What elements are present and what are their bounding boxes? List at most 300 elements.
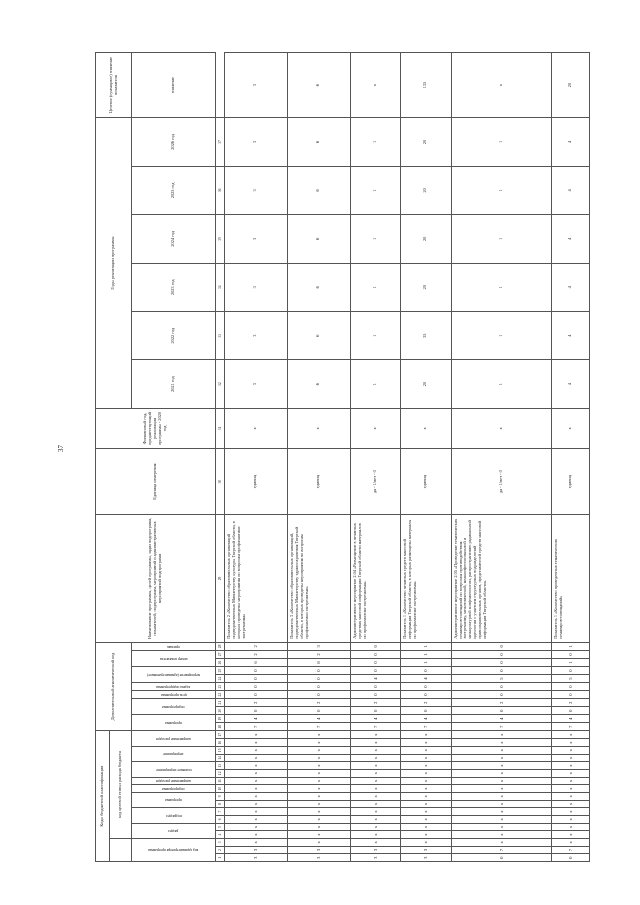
target-value-header: значение [132, 53, 216, 118]
year-value-cell: 20 [401, 166, 451, 214]
col-number: 27 [216, 650, 225, 658]
col-number: 5 [216, 823, 225, 831]
budget-code-cell: 0 [451, 854, 552, 862]
year-value-cell: 4 [552, 360, 590, 408]
name-header: Наименование программы, целей программы, задач подпрограмм, показателей, подпрограмм, мероприятий и административных мероприятий подпрограмм [96, 515, 216, 643]
additional-code-cell: 0 [552, 707, 590, 715]
additional-code-cell: 1 [401, 642, 451, 650]
additional-code-cell: 5 [451, 675, 552, 683]
additional-code-cell: 0 [350, 642, 400, 650]
budget-code-cell: х [350, 769, 400, 777]
additional-code-cell: 4 [350, 675, 400, 683]
budget-code-cell: х [287, 823, 350, 831]
years-header: Годы реализации программы [96, 118, 132, 409]
budget-code-cell: х [287, 808, 350, 816]
budget-code-cell: х [225, 777, 288, 785]
year-col-header: 2021 год [132, 360, 216, 408]
budget-code-cell: х [451, 762, 552, 770]
budget-code-cell: х [401, 831, 451, 839]
additional-code-cell: 0 [225, 667, 288, 675]
budget-code-cell: х [225, 792, 288, 800]
budget-code-cell: х [552, 762, 590, 770]
col-number: 20 [216, 707, 225, 715]
budget-code-cell: х [225, 769, 288, 777]
table-body [225, 53, 590, 862]
budget-code-cell: х [552, 785, 590, 793]
budget-code-cell: х [401, 762, 451, 770]
budget-code-cell: х [451, 777, 552, 785]
budget-code-cell: х [552, 823, 590, 831]
additional-code-cell: 7 [350, 723, 400, 731]
budget-code-cell: х [552, 808, 590, 816]
additional-code-cell: 0 [451, 659, 552, 667]
col-number: 26 [216, 659, 225, 667]
col-number: 6 [216, 815, 225, 823]
table-row [451, 53, 552, 862]
budget-code-cell: х [401, 785, 451, 793]
additional-code-cell: 7 [401, 723, 451, 731]
year-value-cell: 1 [350, 263, 400, 311]
target-value-cell: 20 [552, 53, 590, 118]
budget-code-cell: х [350, 815, 400, 823]
budget-col-header: подраздел [165, 813, 182, 818]
year-col-header: 2022 год [132, 311, 216, 359]
budget-col-header: код администратора программы [148, 848, 199, 853]
budget-codes-subheader: код целевой статьи расхода бюджета [110, 731, 132, 839]
budget-code-cell: х [401, 792, 451, 800]
year-col-header: 2026 год [132, 118, 216, 166]
budget-col-header: направление расходов [156, 779, 191, 784]
col-number: 37 [216, 118, 225, 166]
additional-col-header: программа [165, 720, 182, 725]
additional-code-cell: 4 [552, 715, 590, 723]
budget-code-cell: х [451, 800, 552, 808]
year-value-cell: 1 [451, 215, 552, 263]
budget-code-cell: х [225, 815, 288, 823]
finance-year-cell: х [401, 408, 451, 448]
year-value-cell: 3 [225, 166, 288, 214]
budget-code-cell: х [451, 746, 552, 754]
target-header: Целевое (суммарное) значение показателя [96, 53, 132, 118]
budget-code-cell: х [401, 800, 451, 808]
budget-code-cell: х [401, 815, 451, 823]
additional-code-cell: 7 [287, 723, 350, 731]
year-value-cell: 6 [287, 166, 350, 214]
budget-code-cell: 7 [552, 846, 590, 854]
additional-code-cell: 0 [401, 667, 451, 675]
year-value-cell: 3 [225, 215, 288, 263]
budget-code-cell: х [552, 769, 590, 777]
unit-cell: да - 1/нет - 0 [350, 449, 400, 515]
year-value-cell: 3 [225, 118, 288, 166]
budget-code-cell: х [350, 838, 400, 846]
budget-code-cell: х [350, 792, 400, 800]
budget-code-cell: х [350, 808, 400, 816]
year-value-cell: 3 [225, 311, 288, 359]
additional-code-cell: 4 [451, 715, 552, 723]
budget-code-cell: х [225, 823, 288, 831]
additional-col-header: цель программы [160, 692, 187, 697]
budget-code-cell: 7 [451, 846, 552, 854]
budget-code-cell: 3 [350, 846, 400, 854]
unit-cell: единиц [552, 449, 590, 515]
additional-col-header: номер показателя [159, 656, 188, 661]
additional-code-cell: 0 [451, 667, 552, 675]
description-cell: Показатель 2 «Количество образовательных организаций подведомственных Министерству культуры Тверской области, в которых проведены мероприятия по вопросам профилактики экстремизма» [225, 515, 288, 643]
col-number: 31 [216, 408, 225, 448]
year-value-cell: 6 [287, 118, 350, 166]
page-number: 37 [57, 445, 65, 452]
year-value-cell: 4 [552, 263, 590, 311]
finance-year-header: Финансовый год, предшествующий реализации программы - 2020 год [96, 408, 216, 448]
budget-code-cell: х [287, 731, 350, 739]
budget-code-cell: х [451, 769, 552, 777]
budget-code-cell: х [350, 777, 400, 785]
budget-codes-header: Коды бюджетной классификации [96, 731, 110, 862]
budget-col-header: подпрограмма [162, 786, 185, 791]
year-value-cell: 20 [401, 263, 451, 311]
budget-code-cell: х [451, 739, 552, 747]
additional-code-cell: 0 [287, 683, 350, 691]
additional-code-cell: 2 [287, 650, 350, 658]
budget-col-header: направление расходов [156, 736, 191, 741]
budget-code-cell: х [225, 754, 288, 762]
budget-code-cell: х [552, 815, 590, 823]
budget-code-cell: 3 [287, 854, 350, 862]
budget-code-cell: х [401, 769, 451, 777]
year-value-cell: 3 [225, 360, 288, 408]
col-number: 19 [216, 715, 225, 723]
additional-code-cell: 0 [552, 650, 590, 658]
additional-code-cell: 2 [552, 699, 590, 707]
col-number: 12 [216, 769, 225, 777]
additional-code-cell: 2 [225, 650, 288, 658]
additional-code-cell: 7 [225, 723, 288, 731]
budget-col-header: основное мероприятие [155, 767, 192, 772]
additional-codes-header: Дополнительный аналитический код [96, 642, 132, 730]
budget-code-cell: х [451, 785, 552, 793]
additional-code-cell: 0 [287, 691, 350, 699]
col-number: 11 [216, 777, 225, 785]
budget-code-cell: 3 [401, 854, 451, 862]
budget-code-cell: х [225, 831, 288, 839]
additional-code-cell: 4 [401, 715, 451, 723]
budget-code-cell: х [552, 739, 590, 747]
additional-code-cell: 0 [287, 675, 350, 683]
additional-code-cell: 6 [225, 659, 288, 667]
budget-code-cell: х [552, 754, 590, 762]
budget-code-cell: х [287, 831, 350, 839]
col-number: 10 [216, 785, 225, 793]
budget-code-cell: х [225, 746, 288, 754]
col-number: 18 [216, 723, 225, 731]
col-number: 17 [216, 731, 225, 739]
additional-code-cell: 2 [401, 699, 451, 707]
budget-code-cell: х [287, 792, 350, 800]
col-number: 30 [216, 449, 225, 515]
budget-col-header: мероприятие [163, 752, 184, 757]
table-row [401, 53, 451, 862]
finance-year-cell: х [287, 408, 350, 448]
col-number: 9 [216, 792, 225, 800]
budget-code-cell: х [350, 731, 400, 739]
description-cell: Административное мероприятие 2.04 «Размещение в печатных средствах массовой информации Тверской области материалов по профилактике экстремизма» [350, 515, 400, 643]
budget-code-cell: х [451, 754, 552, 762]
budget-code-cell: х [451, 731, 552, 739]
additional-code-cell: 4 [287, 715, 350, 723]
target-value-cell: х [451, 53, 552, 118]
additional-col-header: признак [167, 644, 180, 649]
budget-col-header: программа [165, 798, 182, 803]
additional-code-cell: 1 [401, 650, 451, 658]
budget-code-cell: х [552, 777, 590, 785]
budget-code-cell: х [350, 831, 400, 839]
target-value-cell: 135 [401, 53, 451, 118]
additional-code-cell: 0 [350, 691, 400, 699]
additional-code-cell: 4 [401, 675, 451, 683]
table-row [350, 53, 400, 862]
budget-code-cell: х [401, 731, 451, 739]
additional-code-cell: 0 [552, 683, 590, 691]
target-value-cell: 3 [225, 53, 288, 118]
description-cell: Административное мероприятие 2.05 «Проведение тематических семинаров-совещаний по вопросам противодействия экстремизму, межэтнической, межконфессиональной и межкультурной конфликтологии, распространению радикальной идеологии с участием структурных подразделений правоохранительных органов, представителей средств массовой информации Тверской области» [451, 515, 552, 643]
budget-code-cell: х [552, 731, 590, 739]
budget-code-cell: х [225, 731, 288, 739]
additional-code-cell: 0 [552, 667, 590, 675]
year-value-cell: 6 [287, 360, 350, 408]
unit-header: Единица измерения [96, 449, 216, 515]
year-value-cell: 20 [401, 118, 451, 166]
budget-code-cell: х [225, 838, 288, 846]
additional-code-cell: 0 [350, 659, 400, 667]
year-value-cell: 4 [552, 166, 590, 214]
year-value-cell: 4 [552, 311, 590, 359]
col-number: 3 [216, 838, 225, 846]
budget-code-cell: х [350, 739, 400, 747]
col-number: 32 [216, 360, 225, 408]
additional-code-cell: 1 [401, 659, 451, 667]
year-value-cell: 20 [401, 360, 451, 408]
budget-code-cell: х [225, 800, 288, 808]
col-number: 28 [216, 642, 225, 650]
year-value-cell: 6 [287, 263, 350, 311]
budget-code-cell: 3 [350, 854, 400, 862]
col-number: 24 [216, 675, 225, 683]
year-value-cell: 4 [552, 215, 590, 263]
budget-code-cell: х [401, 739, 451, 747]
col-number: 1 [216, 854, 225, 862]
year-value-cell: 1 [451, 118, 552, 166]
additional-code-cell: 4 [350, 715, 400, 723]
description-cell: Показатель 1 «Количество проведенных тематических семинаров-совещаний» [552, 515, 590, 643]
year-value-cell: 1 [451, 166, 552, 214]
finance-year-cell: х [451, 408, 552, 448]
col-number: 13 [216, 762, 225, 770]
additional-code-cell: 0 [451, 642, 552, 650]
budget-code-cell: х [287, 762, 350, 770]
budget-code-cell: х [401, 808, 451, 816]
budget-code-cell: х [401, 777, 451, 785]
additional-code-cell: 0 [225, 707, 288, 715]
col-number: 14 [216, 754, 225, 762]
table-row [552, 53, 590, 862]
budget-code-cell: 0 [552, 854, 590, 862]
year-value-cell: 1 [451, 263, 552, 311]
rotated-table-wrapper [95, 52, 590, 862]
budget-code-cell: х [287, 777, 350, 785]
additional-code-cell: 8 [287, 659, 350, 667]
budget-code-cell: х [287, 800, 350, 808]
col-number: 36 [216, 166, 225, 214]
unit-cell: да - 1/нет - 0 [451, 449, 552, 515]
additional-code-cell: 0 [225, 675, 288, 683]
additional-code-cell: 1 [552, 642, 590, 650]
year-col-header: 2024 год [132, 215, 216, 263]
col-number: 15 [216, 746, 225, 754]
additional-code-cell: 0 [350, 707, 400, 715]
additional-code-cell: 0 [451, 650, 552, 658]
budget-code-cell: х [552, 746, 590, 754]
additional-code-cell: 2 [225, 699, 288, 707]
budget-code-cell: х [350, 823, 400, 831]
year-value-cell: 6 [287, 215, 350, 263]
budget-code-cell: х [401, 823, 451, 831]
budget-code-cell: х [350, 800, 400, 808]
unit-cell: единиц [225, 449, 288, 515]
year-value-cell: 35 [401, 311, 451, 359]
budget-code-cell: х [350, 785, 400, 793]
budget-code-cell: х [451, 831, 552, 839]
budget-code-cell: х [401, 838, 451, 846]
budget-code-cell: 3 [287, 846, 350, 854]
additional-col-header: задача подпрограммы [156, 684, 191, 689]
col-number: 21 [216, 699, 225, 707]
year-col-header: 2023 год [132, 263, 216, 311]
additional-col-header: подпрограмма [162, 704, 185, 709]
col-number: 34 [216, 263, 225, 311]
budget-code-cell: х [451, 838, 552, 846]
additional-code-cell: 2 [225, 642, 288, 650]
year-value-cell: 1 [350, 166, 400, 214]
additional-code-cell: 1 [552, 659, 590, 667]
additional-col-header: мероприятие (административное) [146, 672, 200, 677]
budget-code-cell: х [225, 785, 288, 793]
budget-code-cell: х [287, 769, 350, 777]
column-number-row [216, 53, 225, 862]
year-value-cell: 1 [451, 311, 552, 359]
program-indicators-table [95, 52, 590, 862]
budget-code-cell: х [225, 739, 288, 747]
budget-code-cell: х [225, 762, 288, 770]
description-cell: Показатель 1 «Количество печатных средств массовой информации Тверской области, в которых размещены материалы по профилактике экстремизма» [401, 515, 451, 643]
col-number: 33 [216, 311, 225, 359]
budget-code-cell: х [350, 746, 400, 754]
budget-code-cell: х [552, 838, 590, 846]
budget-col-header: раздел [168, 828, 179, 833]
additional-code-cell: 0 [451, 683, 552, 691]
col-number: 7 [216, 808, 225, 816]
budget-code-cell: х [451, 792, 552, 800]
additional-code-cell: 7 [552, 723, 590, 731]
budget-code-cell: х [451, 808, 552, 816]
col-number: 8 [216, 800, 225, 808]
table-row [287, 53, 350, 862]
target-value-cell: 6 [287, 53, 350, 118]
additional-code-cell: 0 [552, 691, 590, 699]
col-number: 16 [216, 739, 225, 747]
budget-code-cell: 3 [225, 846, 288, 854]
budget-code-cell: х [287, 746, 350, 754]
additional-code-cell: 3 [287, 642, 350, 650]
year-value-cell: 1 [451, 360, 552, 408]
additional-code-cell: 0 [451, 707, 552, 715]
finance-year-cell: х [225, 408, 288, 448]
budget-code-cell: х [225, 808, 288, 816]
additional-code-cell: 0 [225, 691, 288, 699]
additional-code-cell: 2 [350, 699, 400, 707]
table-row [225, 53, 288, 862]
additional-code-cell: 2 [287, 699, 350, 707]
budget-code-cell: х [350, 762, 400, 770]
year-value-cell: 6 [287, 311, 350, 359]
additional-code-cell: 0 [350, 650, 400, 658]
description-cell: Показатель 3 «Количество образовательных организаций, подведомственных Министерству здравоохранения Тверской области, в которых проведены мероприятия по вопросам профилактики экстремизма» [287, 515, 350, 643]
additional-code-cell: 0 [287, 667, 350, 675]
additional-code-cell: 7 [451, 723, 552, 731]
additional-code-cell: 0 [401, 691, 451, 699]
col-number: 29 [216, 515, 225, 643]
budget-code-cell: 3 [225, 854, 288, 862]
year-value-cell: 1 [350, 215, 400, 263]
budget-code-cell: х [451, 815, 552, 823]
budget-code-cell: х [552, 800, 590, 808]
unit-cell: единиц [287, 449, 350, 515]
additional-code-cell: 5 [552, 675, 590, 683]
col-number: 22 [216, 691, 225, 699]
budget-code-cell: х [287, 754, 350, 762]
finance-year-cell: х [350, 408, 400, 448]
budget-code-cell: х [287, 815, 350, 823]
additional-code-cell: 0 [225, 683, 288, 691]
budget-code-cell: х [401, 754, 451, 762]
unit-cell: единиц [401, 449, 451, 515]
budget-code-cell: х [287, 838, 350, 846]
additional-code-cell: 0 [401, 707, 451, 715]
year-value-cell: 4 [552, 118, 590, 166]
additional-code-cell: 4 [225, 715, 288, 723]
year-value-cell: 3 [225, 263, 288, 311]
budget-code-cell: х [552, 792, 590, 800]
additional-code-cell: 0 [350, 683, 400, 691]
additional-code-cell: 0 [401, 683, 451, 691]
budget-code-cell: х [552, 831, 590, 839]
col-number: 35 [216, 215, 225, 263]
budget-code-cell: х [287, 739, 350, 747]
target-value-cell: х [350, 53, 400, 118]
additional-code-cell: 2 [451, 699, 552, 707]
col-number: 25 [216, 667, 225, 675]
col-number: 4 [216, 831, 225, 839]
budget-code-cell: х [401, 746, 451, 754]
budget-code-cell: х [451, 823, 552, 831]
additional-code-cell: 0 [451, 691, 552, 699]
year-value-cell: 1 [350, 360, 400, 408]
budget-code-cell: 3 [401, 846, 451, 854]
additional-code-cell: 0 [287, 707, 350, 715]
additional-code-cell: 0 [350, 667, 400, 675]
year-value-cell: 1 [350, 118, 400, 166]
budget-code-cell: х [287, 785, 350, 793]
